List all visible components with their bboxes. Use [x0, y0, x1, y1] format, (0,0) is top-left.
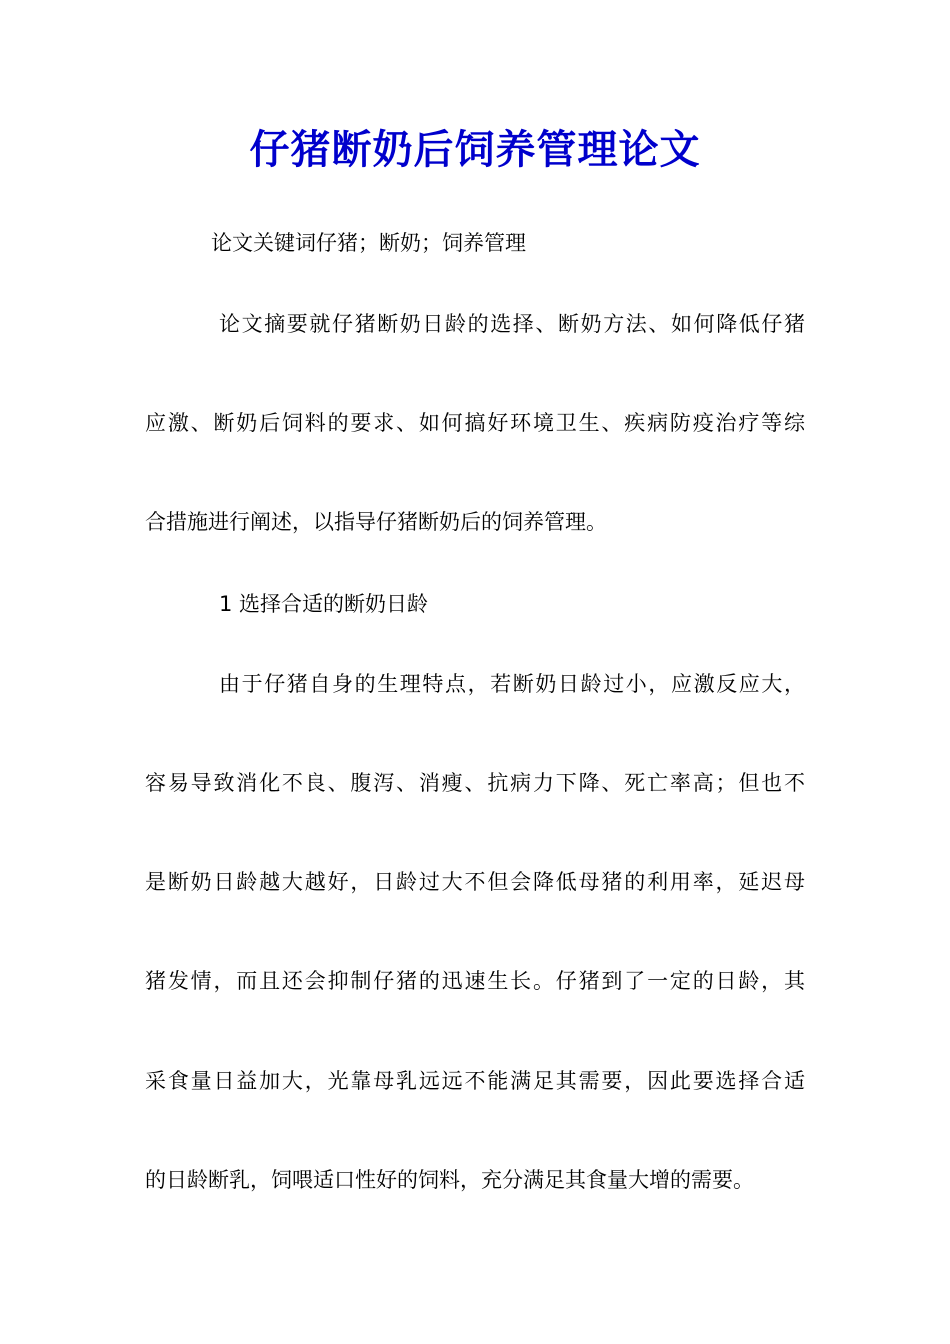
section-heading: 1 选择合适的断奶日龄 [219, 592, 429, 616]
abstract-line-2: 应激、断奶后饲料的要求、如何搞好环境卫生、疾病防疫治疗等综 [145, 411, 805, 435]
section1-line-4: 猪发情，而且还会抑制仔猪的迅速生长。仔猪到了一定的日龄，其 [145, 969, 805, 993]
abstract-line-3: 合措施进行阐述，以指导仔猪断奶后的饲养管理。 [145, 510, 607, 534]
section1-line-2: 容易导致消化不良、腹泻、消瘦、抗病力下降、死亡率高；但也不 [145, 771, 805, 795]
section1-line-1: 由于仔猪自身的生理特点，若断奶日龄过小，应激反应大， [219, 672, 805, 696]
keywords-line: 论文关键词仔猪；断奶；饲养管理 [211, 231, 526, 255]
document-title: 仔猪断奶后饲养管理论文 [249, 126, 701, 173]
abstract-line-1: 论文摘要就仔猪断奶日龄的选择、断奶方法、如何降低仔猪 [219, 312, 805, 336]
section1-line-6: 的日龄断乳，饲喂适口性好的饲料，充分满足其食量大增的需要。 [145, 1168, 754, 1192]
section1-line-5: 采食量日益加大，光靠母乳远远不能满足其需要，因此要选择合适 [145, 1069, 805, 1093]
section1-line-3: 是断奶日龄越大越好，日龄过大不但会降低母猪的利用率，延迟母 [145, 870, 805, 894]
